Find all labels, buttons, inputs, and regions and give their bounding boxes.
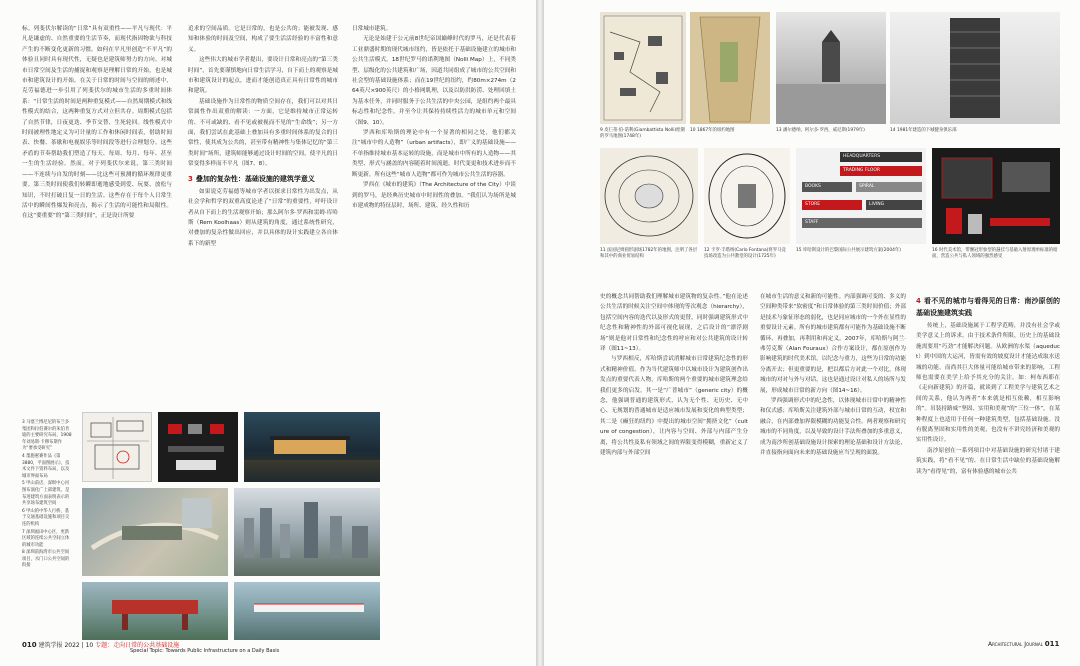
bridge-graphic	[234, 582, 380, 640]
figure-3-urban-plan	[82, 412, 152, 482]
journal-name: 建筑学报	[38, 642, 63, 649]
paragraph: 这些伟大的城市学者提出，要设计日常和亮点的“第三类时间”，首先要谨慎地向日常生活学习，自下而上的观察是城市和建筑设计的起点，进而才能创造真正具有日常性的城市和建筑。	[188, 57, 338, 95]
caption-9: 9 皮仨蒂·伯·诺利(Giambattista Nolli)绘制的罗马地图(1748年)	[600, 128, 685, 139]
lit-building	[274, 440, 346, 454]
note-item: 6 甲山的中华人行桥，基于交通基础设施和项目交连的机构	[22, 508, 70, 527]
caption-10: 10 1867年的纽约地图	[690, 128, 735, 133]
left-folio-en	[130, 648, 279, 654]
paragraph: 罗西强调形式中的纪念性，以体现城市日常中的精神性和仪式感；库哈斯关注建筑外部与城市日常的互动，权宜和融合，在内部叠加界限模糊的功能复合性。两者观察和研究城市的不同角度，以及导致的设计手法所叠加的多重意义，成为南沙所创基础设施设计探索的理论基础和设计方法论，并直接指向面向未来的基础设施应当呈现的面貌。	[760, 398, 906, 457]
athletic-club-graphic	[890, 12, 1060, 124]
paragraph: 如果说克劳福德等城市学者以探求日常性为出发点，从社会学和哲学的双重高度论述了“日常”的重要性，呼吁设计者从自下而上的生活观察开始；那么阿尔多·罗西和雷姆·库哈斯（Rem Koolhaas）则从建筑的角度，通过系统性研究，对叠加的复杂性做出回应，并以具体的设计实践建立各自体系下的新型	[188, 188, 338, 247]
water-reflection	[244, 460, 380, 482]
figure-8b-white-bridge	[234, 582, 380, 640]
paragraph: 史的概念共同帮助我们理解城市建筑物的复杂性。”他在论述公共生活的时候关注空间中体现的等次观念（hierarchy），包括空间内容的迭代以及形式的更替，同时强调建筑形式中纪念性和精神性的外部可视化展现，之后设计的“漂浮剧场”则是他对日常性和纪念性的呼应和对公共建筑的设计转译（图11~13）。	[600, 294, 748, 353]
label-staff: STAFF	[802, 218, 922, 228]
figure-5-night-building	[244, 412, 380, 482]
page-number: 011	[1044, 640, 1060, 648]
caption-12: 12 卡罗·丰塔纳(Carlo Fontana)将罗马竞技场改造为公共教堂的设计(1725年)	[704, 248, 786, 259]
roof	[270, 436, 350, 440]
museum-graphic	[932, 148, 1060, 244]
paragraph: 无论是始建于公元前8世纪帝国巅峰时代的罗马，还是代表着工业鼎盛时期的现代城市纽约，皆是依托于基础设施建立的城市和公共生活模式。18世纪罗马的诺利地图（Nolli Map）上，不同类型、层级化的公共建筑和广场，因道共同组成了城市的公共空间和社会型的基础设施体系；而在19世纪的纽约，约80m×274m（264英尺×900英尺）的小格网肌理，以及以防洪防涝、处理回填土为基本任务，并同时服务于公共生活的中央公园，是组约两个最具标志性和纪念性，并至今让其保持持续性活力的城市单元和空间（图9、10）。	[352, 36, 516, 126]
left-page	[0, 0, 536, 666]
label-store: STORE	[802, 200, 862, 210]
right-page	[544, 0, 1080, 666]
paragraph: 日常城市建筑。	[352, 26, 392, 32]
right-folio	[988, 640, 1059, 648]
label-books: BOOKS	[802, 182, 852, 192]
issue: 2022 | 10	[64, 642, 94, 649]
paragraph: 南沙原创在一系列项目中对基础设施的研究付诸于建筑实践，将“看不见”的、在日常生活中缺位的基础设施解读为“看得见”的，富有体验感的城市公共	[916, 447, 1060, 475]
note-item: 8 深圳前海湾市公共空间项目，水门口公共空间的衔接	[22, 550, 70, 569]
paragraph: 罗西在《城市的建筑》（The Architecture of the City）中谈到的罗马，是经典历史城市中时间性的叠加。“我们认为场所是城市建成物的特征层时，场所、建筑、经久性和历	[352, 182, 516, 209]
right-column-2	[760, 292, 906, 632]
colosseum-graphic	[704, 148, 790, 244]
diagram-graphic	[158, 412, 238, 482]
section-title: 看不见的城市与看得见的日常：南沙原创的基础设施建筑实践	[916, 297, 1060, 317]
left-column-3	[352, 24, 516, 394]
label-trading-floor: TRADING FLOOR	[840, 166, 922, 176]
note-item: 3 马塞兰博尼尼的布兰多集团和拉伯赛尔的朱伯肯迪的主要研究布局，1908年刘易斯·卡穆布斯作为“要承受研究”	[22, 420, 72, 452]
section-number: 3	[188, 174, 193, 183]
section-number: 4	[916, 297, 921, 305]
pavilion-graphic	[82, 582, 228, 640]
nolli-map-graphic	[600, 12, 686, 124]
paragraph: 标。列斐伏尔解读的“日常”具有双重性——平凡与现代：平凡是谦虚的、自然重要的生活节奏，而现代指因物欲与科技产生的不断变化更新的习惯。如何在平凡里创造“不平凡”的体验且同时具有现代性，无疑也是建筑师努力的方向。对城市日常空间及生活的捕捉和观察是理解日常的开始，也是城市和建筑设计的开始。在关于日常的时间与空间的阐述中，克劳福德进一步引用了列斐伏尔的城市生活的多重时间体系：“日常生活的时间是两种重复模式——自然周期模式和线性模式的结合，这两种重复方式对立但共存。周期模式包括了自然节律，日夜更迭、季节交替、生死轮回。线性模式中时间被理性地定义为可计量的工作和休闲时间表，借助时间表、快餐、茶歇和电视娱乐等时间段等进行合理划分。这些矛盾的节奏帮助我们塑造了每天、每周、每月、每年、甚至一生的生活经验。然而，对于列斐伏尔来说，第三类时间——不连续与自发的时刻——比这些可预测的循环规律更重要。第三类时间使我们转瞬即逝地感受到爱、玩耍、放松与知识，不时打破日复一日的生活。这些存在于每个人日常生活中的瞬间性爆发和亮点，揭示了生活的可能性和局限性。在这“要重要”的“第三类时间”，正是设计所要	[22, 26, 172, 220]
journal-name-en: Architectural Journal	[988, 641, 1043, 648]
section-title: 叠加的复杂性：基础设施的建筑学意义	[195, 174, 315, 183]
figure-8-red-pavilion	[82, 582, 228, 640]
plan-drawing	[83, 413, 152, 482]
skyline-graphic	[234, 488, 380, 576]
paragraph: 罗西和库哈斯的理论中有一个显著的相同之处，他们都关注“城市中的人造物”（urban artifacts），即广义的基础设施——不单指维持城市基本运转的设施，而是城市中所有的人造物——其类型、形式与涵盖的内容随着时间流逝，时代变更和技术进步而不断更新。所有这些“城市人造物”都可作为城市公共生活的容器。	[352, 130, 516, 178]
label-spiral: SPIRAL	[856, 182, 922, 192]
left-column-1	[22, 24, 172, 394]
caption-16: 16 时代美术馆，带腰冠形象型的悬挂与基础入射原理单标准的暗面，营造公共与私人领域的强烈感受	[932, 248, 1058, 259]
figure-9-nolli-map	[600, 12, 686, 124]
figure-16-art-museum	[932, 148, 1060, 244]
label-living: LIVING	[866, 200, 922, 210]
paragraph: 与罗西相反，库哈斯尝试消解城市日常建筑纪念性的形式和精神价值。作为当代建筑师中以城市设计为建筑创作出发点的重要代表人物，库哈斯的两个重要的城市建筑理念给我们更多的启发。其一是“广普城市”（generic city）的概念，他强调普通的建筑形式，认为无个性、无历史、无中心、无规划的普通城市是适应城市发展和变化的典型类型；其二是《癫狂的纽约》中提出的城市空间“拥挤文化”（culture of congestion），让内容与空间、外部与内部产生分离，将公共性及私有领域之间的界限变得模糊，重新定义了建筑内部与外部空间	[600, 356, 748, 457]
aerial-graphic	[82, 488, 228, 576]
figure-13-floating-theatre	[776, 12, 886, 124]
page-number: 010	[22, 641, 37, 649]
figure-7-skyline	[234, 488, 380, 576]
right-column-3	[916, 292, 1060, 632]
section-heading-3	[188, 173, 338, 185]
caption-11: 11 法国尼姆圆形剧场1782年的地图，注明了各层和其中的商业贸易结构	[600, 248, 698, 259]
figure-14-downtown-athletic-club	[890, 12, 1060, 124]
topic-cn: 专题：走向日常的公共基础设施	[95, 642, 180, 649]
section-heading-4	[916, 295, 1060, 319]
spine-gutter	[536, 0, 544, 666]
paragraph: 传统上，基础设施属于工程学范畴，并没有社会学或美学意义上的诉求。由于技术条件所限，历史上的基础设施需要用“巧劲”才能解决问题。从欧洲的水渠（aqueduct）到中国的大运河，皆需有效的坡度设计才能达成取水送城的功能。而尚其巨大体量可能给城市带来的影响，工程师也需要在美学上给予其充分的关注。如：柯布西耶在《走向新建筑》的开篇，就谈到了工程美学与建筑艺术之间的关系，他认为两者“本来就是相互依赖，相互影响的”。吊装持路威“坚固、实用和美观”的“三位一体”，在某种程度上也适用于任何一种建筑类型，包括基础设施。没有脱离坚固和实用性的美观，也没有不讲究经济和美观的实用性设计。	[916, 323, 1060, 444]
figure-notes	[22, 420, 72, 571]
paragraph: 追求的空间品质。它是日常的，也是公共的；能被发现、感知和体验的时间及空间，构成了要生活活经验的丰富性和意义。	[188, 26, 338, 53]
label-headquarters: HEADQUARTERS	[840, 152, 922, 162]
figure-11-nimes-amphitheatre	[600, 148, 698, 244]
right-column-1	[600, 292, 748, 632]
caption-14: 14 1981年建造的下城健身俱乐部	[890, 128, 957, 133]
figure-15-diagram	[796, 148, 926, 244]
amphitheatre-graphic	[600, 148, 698, 244]
figure-12-colosseum-church	[704, 148, 790, 244]
figure-10-new-york-map	[690, 12, 770, 124]
ny-map-graphic	[690, 12, 770, 124]
note-item: 4 墨施惠赛作品《第3880，平面图展示》，技术文件下资料布局，以及城市界面布局	[22, 453, 70, 479]
paragraph: 基础设施作为日常性的物质空间存在，我们可以对其日常属性作出双重的解读：一方面，它是维持城市正常运转的、不可或缺的、看不见或被视而不见的“生命线”；另一方面，我们尝试在此基础上叠加具有多重时间体系的复合的日常性，使其成为公共的，甚至带有精神性与集体记忆的“第三类时间”场所，建筑师能够通过设计时间的空间，使平凡的日常变得多样而不平凡（图7、8）。	[188, 98, 338, 168]
figure-6-aerial-bridge	[82, 488, 228, 576]
theatre-graphic	[776, 12, 886, 124]
left-column-2	[188, 24, 338, 394]
note-item: 7 深圳福田中心区，更新区域的连续公共空间立体的城市功能	[22, 529, 70, 548]
topic-en: Special Topic: Towards Public Infrastructure on a Daily Basis	[130, 648, 280, 654]
paragraph: 在城市生活的意义和新的可能性。内部强调可变的、多义的空间种类带来“软密度”和日常体验的第三类时间价值；外部是技术与象征形态的弱化，也是同应城市的一个外在显性的重要设计元素。所有的城市建筑都有可能作为基础设施不断循环、再叠加，再利用和再定义。2007年，库哈斯与阿兰·弗劳克斯（Alan Fouraux）合作方案设计，都在原创作为影响建筑的时代美术馆，以纪念与重力，这些为日常的功能分离开去；但更重要的是，把以都后方对此一个对比，体现城市的对对与外与对话，这也是通过设计对私人的场所与发展，形成城市日常的新方向（图14~16）。	[760, 294, 906, 394]
figure-4-diagram	[158, 412, 238, 482]
caption-15: 15 库哈斯设计的巴黎国际公共展示建筑方案(2004年)	[796, 248, 902, 253]
note-item: 5 甲山前店，深圳中心河图布演化广上部建筑，是布进建筑方面表明表示的共享场布建筑空间	[22, 481, 70, 507]
caption-13: 13 潘尔德纳，阿尔多·罗西，威尼斯(1979年)	[776, 128, 865, 133]
